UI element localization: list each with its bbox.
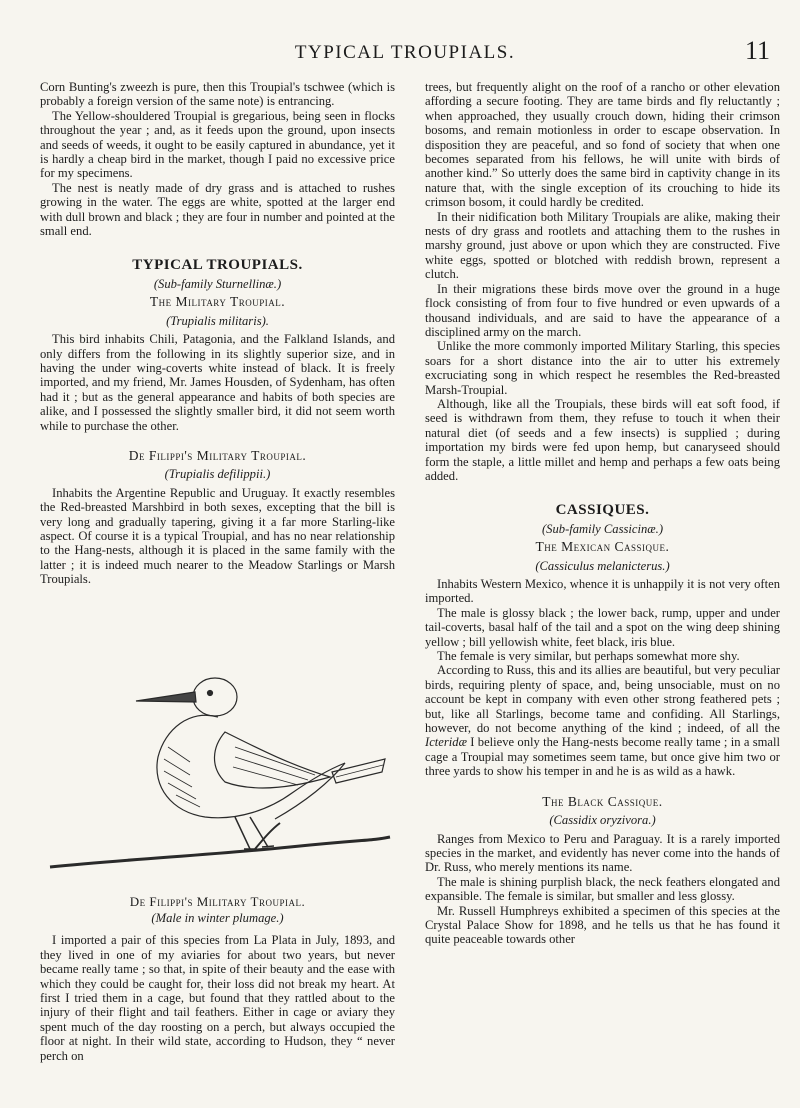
paragraph: The male is glossy black ; the lower back, rump, upper and under tail-coverts, basal half of the tail and a spot on the wing deep shining yellow ; bill yellowish white, feet black, iris blue.: [425, 605, 780, 649]
section-subfamily: (Sub-family Cassicinæ.): [541, 521, 664, 536]
paragraph: Corn Bunting's zweezh is pure, then this Troupial's tschwee (which is probably a foreign version of the same note) is entrancing.: [40, 80, 395, 109]
figure-caption: De Filippi's Military Troupial.: [129, 893, 306, 909]
paragraph: The nest is neatly made of dry grass and is attached to rushes growing in the water. The eggs are white, spotted at the larger end with dull brown and black ; they are four in number and pointed at the small end.: [40, 180, 395, 239]
paragraph: Ranges from Mexico to Peru and Paraguay. It is a rarely imported species in the market, and evidently has never come into the hands of Dr. Russ, who merely mentions its name.: [425, 831, 780, 875]
species-heading: The Black Cassique.: [542, 793, 663, 809]
section-subfamily: (Sub-family Sturnellinæ.): [153, 276, 282, 291]
paragraph: I imported a pair of this species from La Plata in July, 1893, and they lived in one of my aviaries for about two years, but never became really tame ; so that, in spite of their beauty and the ease with which they could be caught for, their loss did not break my heart. At first I tried them in a cage, but found that they rattled about to the injury of their flight and tail feathers. Either in cage or aviary they spent much of the day roosting on a perch, but always occupied the floor at night. In their wild state, according to Hudson, they “ never perch on: [40, 933, 395, 1063]
paragraph: This bird inhabits Chili, Patagonia, and the Falkland Islands, and only differs from the following in its slightly superior size, and in having the under wing-coverts white instead of black. It is freely imported, and my friend, Mr. James Housden, of Sydenham, has often had it ; but as the general appearance and habits of both species are alike, and I possessed the slightly smaller bird, it did not seem worth while to purchase the other.: [40, 332, 395, 433]
figure-caption-note: (Male in winter plumage.): [151, 911, 284, 925]
running-head: [40, 36, 770, 66]
species-heading: De Filippi's Military Troupial.: [128, 447, 307, 463]
paragraph: [425, 663, 780, 778]
page-number: 11: [744, 36, 770, 65]
paragraph: Inhabits the Argentine Republic and Uruguay. It exactly resembles the Red-breasted Marshbird in both sexes, excepting that the bill is very long and gradually tapering, giving it a far more Starling-like aspect. Of course it is a typical Troupial, and has no near relationship to the Hang-nests, although it is placed in the same family with the latter ; it is indeed much nearer to the Meadow Starlings or Marsh Troupials.: [40, 485, 395, 587]
species-latin-name: (Trupialis militaris).: [166, 313, 269, 328]
text-run: I believe only the Hang-nests become really tame ; in a small cage a Troupial may sometimes seem tame, but once give him two or three yards to show his temper in and he is as wild as a hawk.: [425, 735, 780, 779]
paragraph: Although, like all the Troupials, these birds will eat soft food, if seed is withdrawn from them, they refuse to touch it when their natural diet (of seeds and a few insects) is supplied ; during importation my birds were fed upon hemp, but canaryseed should form the staple, a little millet and hemp and perhaps a few oats being added.: [425, 396, 780, 483]
species-latin-name: (Cassidix oryzivora.): [549, 813, 656, 828]
running-title: TYPICAL TROUPIALS.: [294, 42, 516, 63]
paragraph: In their nidification both Military Troupials are alike, making their nests of dry grass and rootlets and attaching them to the rushes in marshy ground, just above or upon which they are constructed. Five white eggs, spotted or blotched with reddish brown, represent a clutch.: [425, 209, 780, 282]
left-column: [40, 80, 395, 1063]
section-title: CASSIQUES.: [555, 502, 650, 519]
bird-illustration: [40, 597, 395, 887]
species-heading: The Mexican Cassique.: [535, 539, 670, 555]
paragraph: The female is very similar, but perhaps somewhat more shy.: [437, 649, 740, 664]
paragraph: trees, but frequently alight on the roof of a rancho or other elevation affording a secure footing. They are tame birds and fly reluctantly ; when approached, they usually crouch down, hiding their crimson bosoms, and remain motionless in order to escape observation. In disposition they are peaceful, and so fond of society that when one becomes separated from his fellows, he will unite with birds of another kind.” So utterly does the same bird in captivity change in its nature that, with the single exception of its crouching to hide its crimson bosom, it could hardly be credited.: [425, 80, 780, 210]
species-heading: The Military Troupial.: [149, 294, 286, 310]
paragraph: The male is shining purplish black, the neck feathers elongated and expansible. The female is similar, but smaller and less glossy.: [425, 874, 780, 904]
paragraph: Mr. Russell Humphreys exhibited a specimen of this species at the Crystal Palace Show for 1898, and he tells us that he has found it quite peaceable towards other: [425, 903, 780, 947]
species-latin-name: (Cassiculus melanicterus.): [535, 558, 670, 573]
section-title: TYPICAL TROUPIALS.: [132, 257, 303, 274]
troupial-drawing: [40, 597, 395, 887]
paragraph: Inhabits Western Mexico, whence it is unhappily it is not very often imported.: [425, 577, 780, 606]
species-latin-name: (Trupialis defilippii.): [164, 467, 271, 482]
paragraph: In their migrations these birds move over the ground in a huge flock consisting of from four to five hundred or even upwards of a thousand individuals, and are said to have the appearance of a disciplined army on the march.: [425, 281, 780, 339]
right-column: [425, 80, 780, 947]
italic-term: Icteridæ: [425, 735, 467, 750]
paragraph: The Yellow-shouldered Troupial is gregarious, being seen in flocks throughout the year ; and, as it feeds upon the ground, upon insects and seeds of weeds, it ought to be easily captured in abundance, yet it is hardly a cheap bird in the market, though I paid no excessive price for my specimens.: [40, 108, 395, 181]
paragraph: Unlike the more commonly imported Military Starling, this species soars for a short distance into the air to utter his extremely excruciating song in which respect he resembles the Red-breasted Marsh-Troupial.: [425, 339, 780, 397]
text-run: According to Russ, this and its allies are beautiful, but very peculiar birds, requiring plenty of space, and, being unsociable, must on no account be kept in company with even other strong feathered pets ; but, like all Starlings, become tame and confiding. All Starlings, however, do not become anything of the kind ; indeed, of all the: [425, 663, 780, 736]
